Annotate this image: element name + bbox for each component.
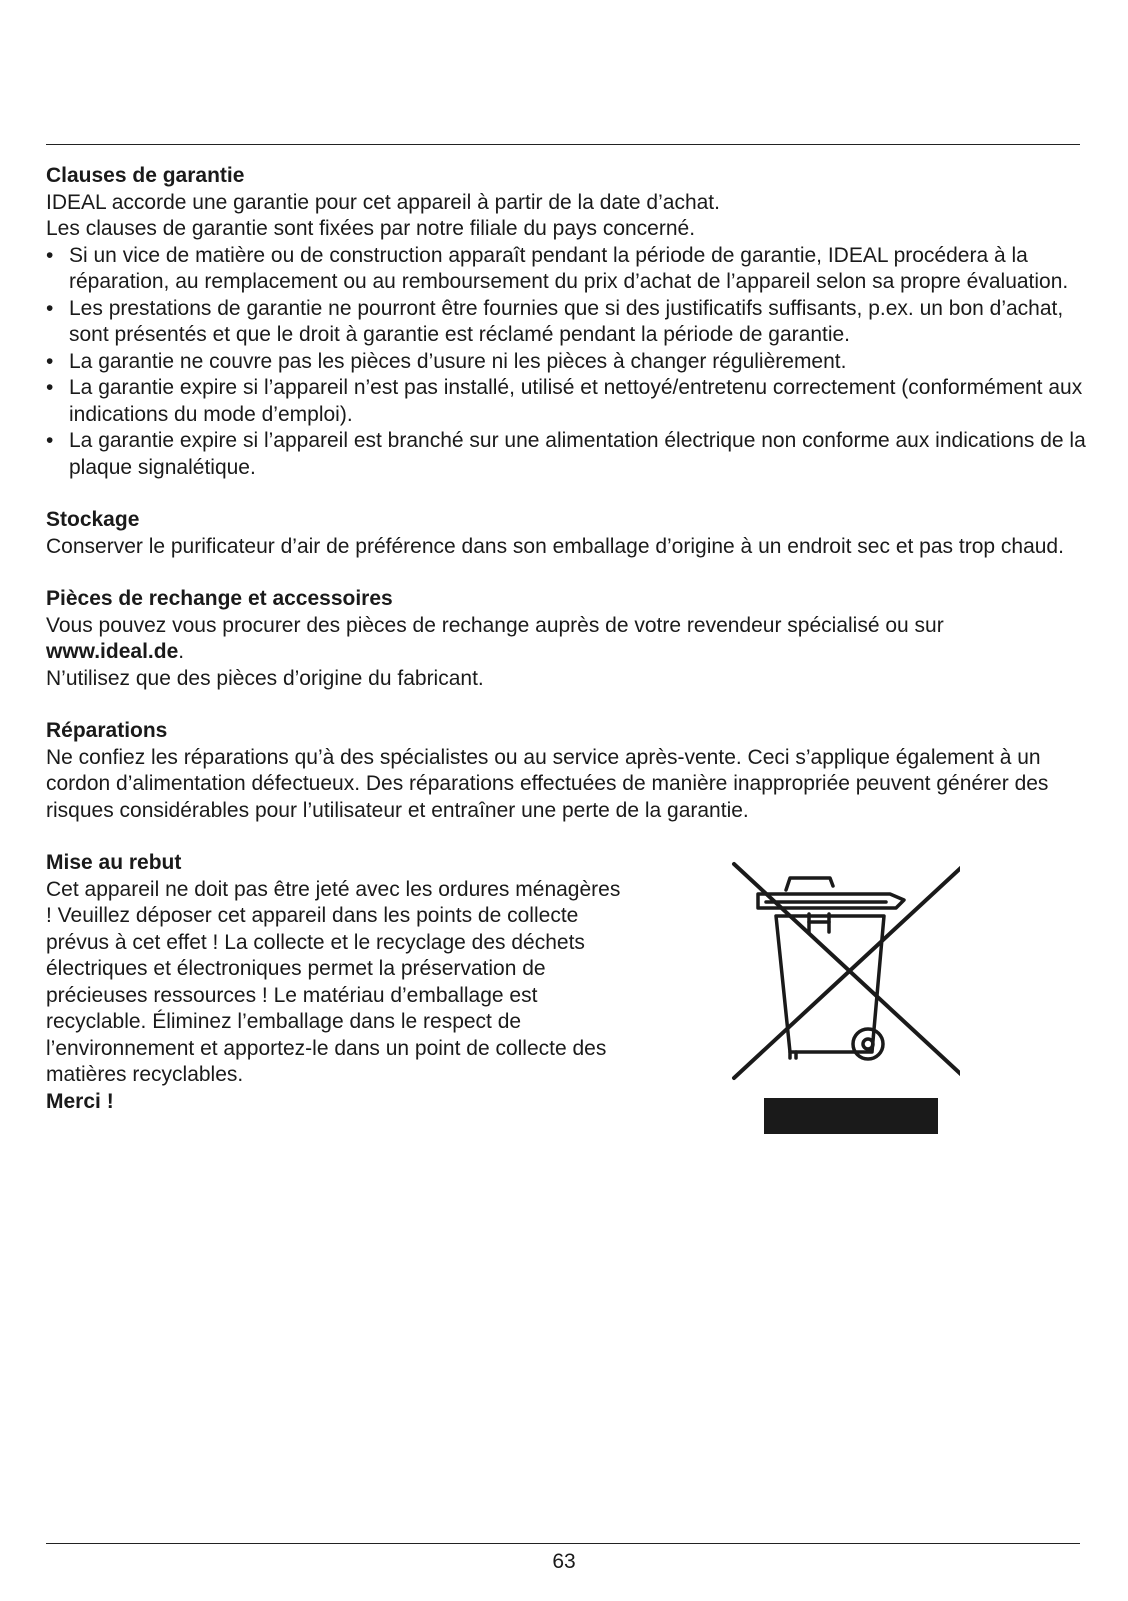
warranty-section: [46, 163, 1086, 481]
bullet-icon: •: [46, 429, 54, 452]
list-item-text: La garantie ne couvre pas les pièces d’usure ni les pièces à changer régulièrement.: [69, 349, 847, 373]
storage-section: [46, 507, 1086, 560]
bullet-icon: •: [46, 243, 54, 267]
repairs-heading: Réparations: [46, 719, 168, 742]
disposal-text: Cet appareil ne doit pas être jeté avec les ordures ménagères ! Veuillez déposer cet appareil dans les points de collecte prévus à cet effet ! La collecte et le recyclage des déchets électriques et électroniques permet la préservation de précieuses ressources ! Le matériau d’emballage est recyclable. Éliminez l’emballage dans le respect de l’environnement et apportez-le dans un point de collecte des matières recyclables.: [46, 877, 621, 1086]
list-item-text: Les prestations de garantie ne pourront être fournies que si des justificatifs suffisants, p.ex. un bon d’achat, sont présentés et que le droit à garantie est réclamé pendant la période de garantie.: [69, 296, 1064, 346]
top-divider: [46, 144, 1080, 145]
list-item-text: La garantie expire si l’appareil n’est pas installé, utilisé et nettoyé/entretenu correctement (conformément aux indications du mode d’emploi).: [69, 376, 1083, 426]
bullet-icon: •: [46, 376, 54, 399]
list-item: [46, 296, 1086, 349]
list-item: [46, 375, 1086, 428]
list-item: [46, 243, 1086, 296]
spare-parts-line-2: N’utilisez que des pièces d’origine du fabricant.: [46, 666, 484, 690]
warranty-line-2: Les clauses de garantie sont fixées par notre filiale du pays concerné.: [46, 217, 696, 240]
warranty-heading: Clauses de garantie: [46, 164, 245, 187]
crossed-out-wheelie-bin-icon: [700, 856, 960, 1146]
warranty-bullet-list: [46, 243, 1086, 482]
warranty-line-1: IDEAL accorde une garantie pour cet appareil à partir de la date d’achat.: [46, 190, 720, 214]
disposal-closing: Merci !: [46, 1089, 114, 1113]
bullet-icon: •: [46, 349, 54, 373]
repairs-text: Ne confiez les réparations qu’à des spécialistes ou au service après-vente. Ceci s’applique également à un cordon d’alimentation défectueux. Des réparations effectuées de manière inappropriée peuvent générer des risques considérables pour l’utilisateur et entraîner une perte de la garantie.: [46, 745, 1049, 822]
spare-parts-section: [46, 586, 1086, 692]
list-item-text: Si un vice de matière ou de construction apparaît pendant la période de garantie, IDEAL procédera à la réparation, au remplacement ou au remboursement du prix d’achat de l’appareil selon sa propre évaluation.: [69, 243, 1069, 293]
list-item-text: La garantie expire si l’appareil est branché sur une alimentation électrique non conforme aux indications de la plaque signalétique.: [69, 429, 1086, 479]
disposal-text-block: [46, 850, 626, 1115]
spare-parts-text-start: Vous pouvez vous procurer des pièces de rechange auprès de votre revendeur spécialisé ou sur: [46, 613, 944, 637]
bullet-icon: •: [46, 296, 54, 320]
bottom-divider: [46, 1543, 1080, 1544]
list-item: [46, 349, 1086, 376]
page-content: [46, 163, 1086, 1176]
list-item: [46, 428, 1086, 481]
repairs-section: [46, 718, 1086, 824]
spare-parts-text: [46, 613, 1086, 666]
spare-parts-heading: Pièces de rechange et accessoires: [46, 587, 393, 610]
disposal-section: [46, 850, 1086, 1150]
storage-text: Conserver le purificateur d’air de préférence dans son emballage d’origine à un endroit sec et pas trop chaud.: [46, 534, 1064, 558]
page-number: 63: [552, 1550, 576, 1573]
storage-heading: Stockage: [46, 508, 140, 531]
spare-parts-text-end: .: [178, 640, 185, 663]
disposal-heading: Mise au rebut: [46, 851, 182, 874]
website-link[interactable]: www.ideal.de: [46, 640, 179, 663]
